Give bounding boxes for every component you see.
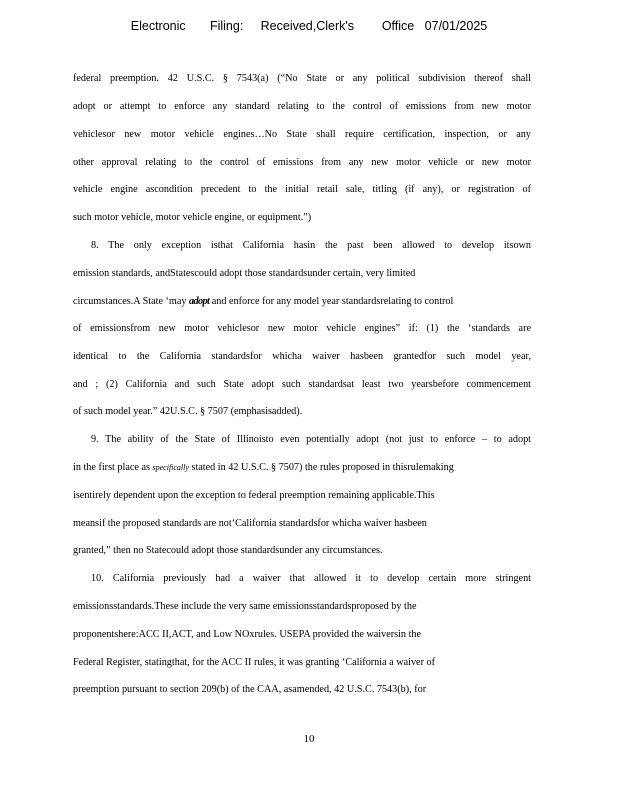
body-line: emissionsstandards.These include the very same emissionsstandardsproposed by the xyxy=(73,601,417,612)
body-line: in the first place as specifically stated in 42 U.S.C. § 7507) the rules proposed in thisrulemaking xyxy=(73,462,454,473)
emphasized-word: specifically xyxy=(152,463,189,472)
body-line: other approval relating to the control of emissions from any new motor vehicle or new motor xyxy=(73,157,531,168)
paragraph-10-start: 10. California previously had a waiver that allowed it to develop certain more stringent xyxy=(91,573,531,584)
body-line: vehicle engine ascondition precedent to the initial retail sale, titling (if any), or registration of xyxy=(73,184,531,195)
body-line: isentirely dependent upon the exception to federal preemption remaining applicable.This xyxy=(73,490,435,501)
emphasized-word: adopt xyxy=(189,296,210,307)
body-line: circumstances.A State ‘may adopt and enforce for any model year standardsrelating to control xyxy=(73,296,454,307)
paragraph-8-start: 8. The only exception isthat California hasin the past been allowed to develop itsown xyxy=(91,240,531,251)
body-line: Federal Register, statingthat, for the ACC II rules, it was granting ‘California a waiver of xyxy=(73,657,435,668)
body-line: of emissionsfrom new motor vehiclesor new motor vehicle engines” if: (1) the ‘standards are xyxy=(73,323,531,334)
body-line: such motor vehicle, motor vehicle engine, or equipment.”) xyxy=(73,212,312,223)
body-line: proponentshere:ACC II,ACT, and Low NOxrules. USEPA provided the waiversin the xyxy=(73,629,422,640)
body-line: meansif the proposed standards are not‘California standardsfor whicha waiver hasbeen xyxy=(73,518,427,529)
body-line: adopt or attempt to enforce any standard relating to the control of emissions from new motor xyxy=(73,101,531,112)
body-line: federal preemption. 42 U.S.C. § 7543(a) (“No State or any political subdivision thereof shall xyxy=(73,73,531,84)
page-number: 10 xyxy=(303,733,315,745)
body-line: emission standards, andStatescould adopt those standardsunder certain, very limited xyxy=(73,268,416,279)
body-line: identical to the California standardsfor whicha waiver hasbeen grantedfor such model year, xyxy=(73,351,531,362)
paragraph-9-start: 9. The ability of the State of Illinoisto even potentially adopt (not just to enforce – to adopt xyxy=(91,434,531,445)
body-line: granted,” then no Statecould adopt those standardsunder any circumstances. xyxy=(73,545,383,556)
body-line: preemption pursuant to section 209(b) of the CAA, asamended, 42 U.S.C. 7543(b), for xyxy=(73,684,427,695)
body-line: of such model year.” 42U.S.C. § 7507 (emphasisadded). xyxy=(73,406,303,417)
body-line: vehiclesor new motor vehicle engines…No State shall require certification, inspection, or any xyxy=(73,129,531,140)
filing-header: Electronic Filing: Received,Clerk's Office 07/01/2025 xyxy=(130,19,488,33)
body-line: and ; (2) California and such State adopt such standardsat least two yearsbefore commencement xyxy=(73,379,531,390)
